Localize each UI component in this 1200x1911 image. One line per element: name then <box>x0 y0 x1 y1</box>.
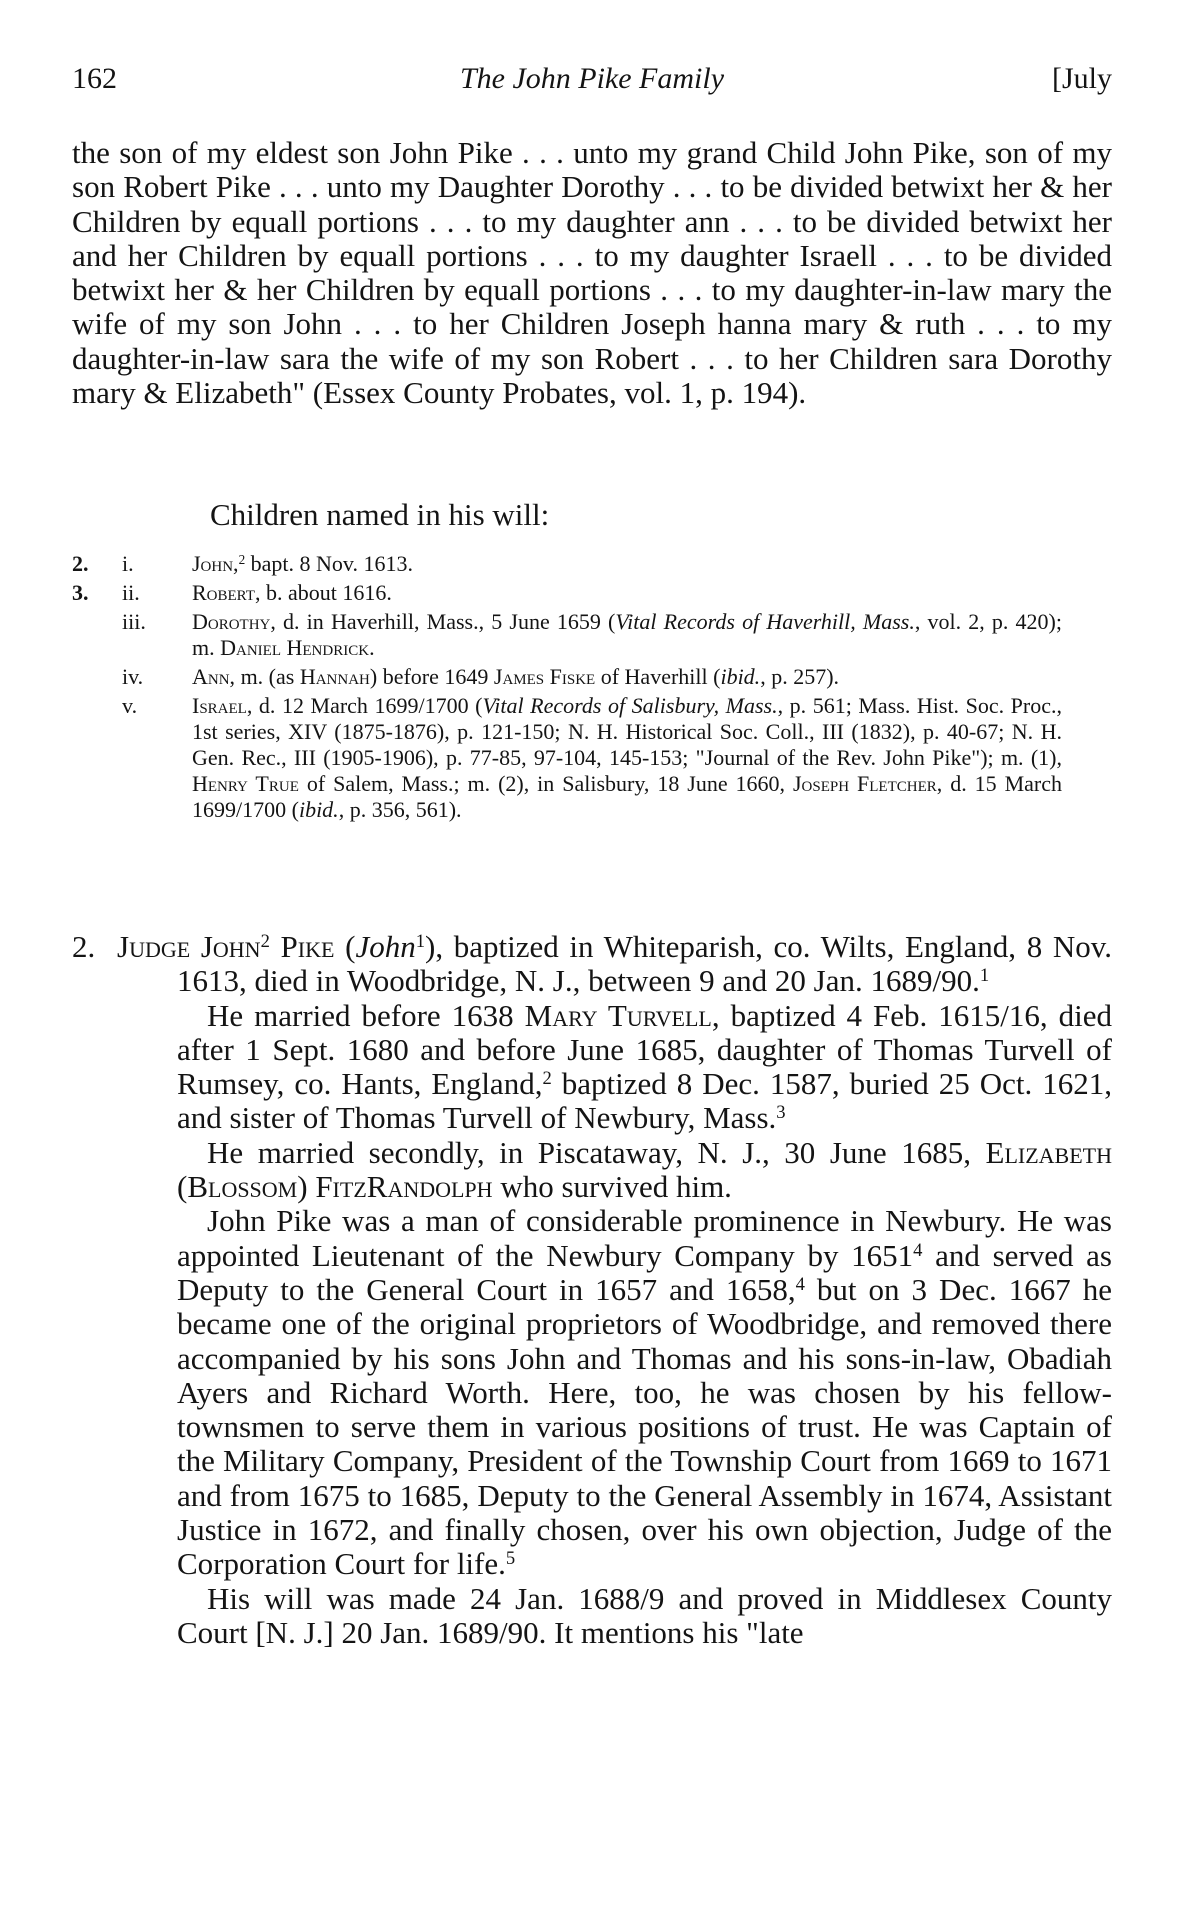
entry-heading-paragraph: 2. Judge John$^2$ Pike (John$^1$), baptized in Whiteparish, co. Wilts, England, 8 Nov. 1613, died in Woodbridge, N. J., between 9 and 20 Jan. 1689/90.$^1$ <box>72 929 1112 999</box>
alias-name: Hannah <box>299 664 370 689</box>
child-roman: i. <box>122 551 134 576</box>
entry-surname: Pike <box>280 929 335 964</box>
child-roman: v. <box>122 693 138 718</box>
page-header <box>72 62 1112 106</box>
spouse-name: Henry True <box>192 771 299 796</box>
footnote-ref: 5 <box>505 1548 516 1570</box>
entry-judge-john-pike <box>72 930 1112 1650</box>
entry-number: 2. <box>72 929 96 964</box>
generation-number: 2 <box>260 930 270 952</box>
spouse-name: Joseph Fletcher <box>793 771 937 796</box>
child-name: Ann, <box>192 664 236 689</box>
child-roman: iv. <box>122 664 144 689</box>
header-month: [July <box>1052 62 1112 95</box>
child-name: Dorothy, <box>192 609 276 634</box>
will-excerpt-text: the son of my eldest son John Pike . . . unto my grand Child John Pike, son of my son Robert Pike . . . unto my Daughter Dorothy . . . to be divided betwixt her & her Children by equall portions . . . to my daughter ann . . . to be divided betwixt her and her Children by equall portions . . . to my daughter Israell . . . to be divided betwixt her & her Children by equall portions . . . to my daughter-in-law mary the wife of my son John . . . to her Children Joseph hanna mary & ruth . . . to my daughter-in-law sara the wife of my son Robert . . . to her Children sara Dorothy mary & Elizabeth" (Essex County Probates, vol. 1, p. 194). <box>72 135 1112 411</box>
footnote-ref: 3 <box>776 1102 786 1124</box>
child-number: 2. <box>72 551 89 576</box>
child-name: John, <box>192 551 239 576</box>
spouse-name: James Fiske <box>493 664 596 689</box>
footnote-ref: 4 <box>913 1239 923 1261</box>
ibid-ref: ibid. <box>720 664 761 689</box>
child-number <box>72 609 122 661</box>
child-text: John,$^2$ bapt. 8 Nov. 1613. <box>192 551 413 576</box>
child-number <box>72 664 122 690</box>
child-roman: ii. <box>122 580 140 605</box>
footnote-ref: 1 <box>979 965 990 987</box>
will-paragraph: His will was made 24 Jan. 1688/9 and proved in Middlesex County Court [N. J.] 20 Jan. 1689/90. It mentions his "late <box>177 1580 1112 1650</box>
entry-name: Judge John <box>117 929 261 964</box>
parent-name: John <box>355 929 416 964</box>
ibid-ref: ibid. <box>298 797 339 822</box>
running-title: The John Pike Family <box>459 62 725 95</box>
spouse-name: Mary Turvell <box>524 997 712 1033</box>
child-roman: iii. <box>122 609 146 634</box>
child-text: Robert, b. about 1616. <box>192 580 392 605</box>
footnote-ref: 4 <box>795 1273 805 1295</box>
child-number <box>72 693 122 823</box>
spouse-name: Elizabeth (Blossom) FitzRandolph <box>177 1134 1112 1205</box>
prominence-paragraph: John Pike was a man of considerable prominence in Newbury. He was appointed Lieutenant of the Newbury Company by 1651$^4$ and served as Deputy to the General Court in 1657 and 1658,$^4$ but on 3 Dec. 1667 he became one of the original proprietors of Woodbridge, and removed there accompanied by his sons John and Thomas and his sons-in-law, Obadiah Ayers and Richard Worth. Here, too, he was chosen by his fellow-townsmen to serve them in various positions of trust. He was Captain of the Military Company, President of the Township Court from 1669 to 1671 and from 1675 to 1685, Deputy to the General Assembly in 1674, Assistant Justice in 1672, and finally chosen, over his own objection, Judge of the Corporation Court for life.$^5$ <box>177 1203 1112 1582</box>
child-text: Ann, m. (as Hannah) before 1649 James Fiske of Haverhill (ibid., p. 257). <box>192 664 840 689</box>
child-entry <box>72 693 1112 823</box>
generation-number: 2 <box>238 551 246 567</box>
child-entry <box>72 580 1112 606</box>
child-entry <box>72 551 1112 577</box>
child-number: 3. <box>72 580 89 605</box>
source-title: Vital Records of Haverhill, Mass. <box>615 609 915 634</box>
child-name: Robert, <box>192 580 261 605</box>
child-text: Dorothy, d. in Haverhill, Mass., 5 June 1659 (Vital Records of Haverhill, Mass., vol. 2, p. 420); m. Daniel Hendrick. <box>192 609 1062 660</box>
footnote-ref: 2 <box>542 1067 552 1089</box>
marriage2-paragraph: He married secondly, in Piscataway, N. J., 30 June 1685, Elizabeth (Blossom) FitzRandolph who survived him. <box>177 1134 1112 1205</box>
page-number: 162 <box>72 62 117 95</box>
source-title: Vital Records of Salisbury, Mass. <box>482 693 778 718</box>
generation-number: 1 <box>415 930 425 952</box>
child-text: Israel, d. 12 March 1699/1700 (Vital Records of Salisbury, Mass., p. 561; Mass. Hist. Soc. Proc., 1st series, XIV (1875-1876), p. 121-150; N. H. Historical Soc. Coll., III (1832), p. 40-67; N. H. Gen. Rec., III (1905-1906), p. 77-85, 97-104, 145-153; "Journal of the Rev. John Pike"); m. (1), Henry True of Salem, Mass.; m. (2), in Salisbury, 18 June 1660, Joseph Fletcher, d. 15 March 1699/1700 (ibid., p. 356, 561). <box>192 693 1062 822</box>
child-entry <box>72 664 1112 690</box>
will-excerpt <box>72 136 1112 410</box>
marriage1-paragraph: He married before 1638 Mary Turvell, baptized 4 Feb. 1615/16, died after 1 Sept. 1680 and before June 1685, daughter of Thomas Turvell of Rumsey, co. Hants, England,$^2$ baptized 8 Dec. 1587, buried 25 Oct. 1621, and sister of Thomas Turvell of Newbury, Mass.$^3$ <box>177 997 1112 1136</box>
spouse-name: Daniel Hendrick <box>220 635 370 660</box>
children-heading: Children named in his will: <box>210 497 550 532</box>
children-list <box>72 551 1112 826</box>
child-name: Israel, <box>192 693 253 718</box>
child-entry <box>72 609 1112 661</box>
